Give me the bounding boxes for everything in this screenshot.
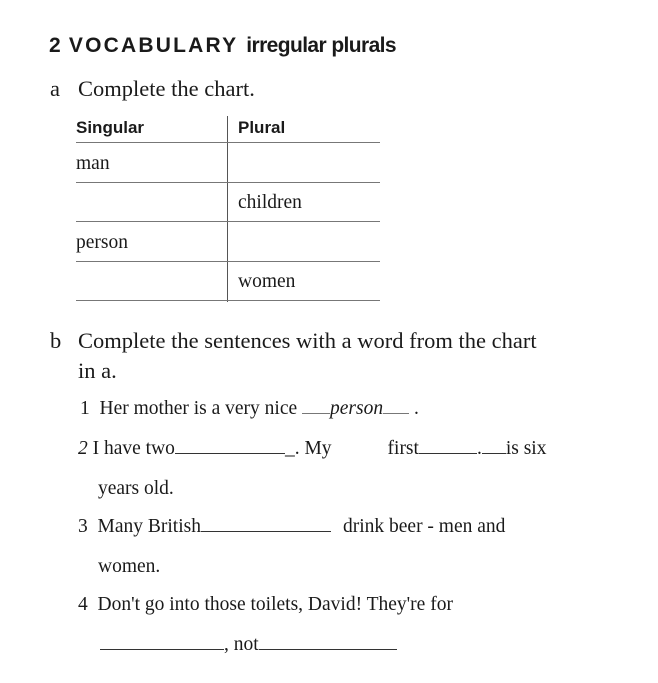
sentence-1-blank-tail <box>383 399 409 414</box>
sentence-3-blank[interactable] <box>201 517 331 532</box>
sentence-4-text-b: , not <box>224 634 259 655</box>
exercise-heading <box>49 34 396 58</box>
sentence-4-number: 4 <box>78 594 88 615</box>
sentence-2-blank-3[interactable] <box>482 439 506 454</box>
part-a-text: Complete the chart. <box>78 76 255 101</box>
part-b-letter: b <box>50 328 62 353</box>
sentence-3 <box>78 516 505 538</box>
sentence-3-line2: women. <box>98 556 161 577</box>
sentence-1-blank-lead <box>302 399 330 414</box>
sentence-4-line2 <box>100 634 397 656</box>
sentence-2-line2: years old. <box>98 478 174 499</box>
sentence-2-blank-1[interactable] <box>175 439 285 454</box>
sentence-2-text-b: . My <box>294 438 332 459</box>
sentence-1 <box>80 398 419 420</box>
sentence-2-text-c: first <box>387 438 419 459</box>
sentence-2-number: 2 <box>78 438 88 459</box>
sentence-4-blank-1[interactable] <box>100 635 224 650</box>
sentence-3-number: 3 <box>78 516 88 537</box>
sentence-1-end: . <box>413 398 419 419</box>
part-b-text-line1: Complete the sentences with a word from the chart <box>78 328 537 353</box>
chart-row-rule <box>76 261 380 262</box>
sentence-2-text-a: I have two <box>92 438 175 459</box>
chart-header-plural: Plural <box>238 118 286 137</box>
chart-cell-plural-2: children <box>238 192 302 213</box>
chart-cell-singular-3: person <box>76 232 128 253</box>
chart-header-singular: Singular <box>76 118 145 137</box>
sentence-3-text-b: drink beer - men and <box>342 516 506 537</box>
sentence-2-text-d: is six <box>505 438 547 459</box>
chart-row-rule <box>76 221 380 222</box>
sentence-2: 2 I have two _. My first . is six <box>78 438 547 459</box>
part-b-instruction <box>50 328 537 354</box>
part-a-instruction <box>50 76 255 102</box>
sentence-4-blank-2[interactable] <box>259 635 397 650</box>
chart-cell-plural-4: women <box>238 271 296 292</box>
exercise-number: 2 <box>49 34 61 57</box>
chart-header-rule <box>76 142 380 143</box>
exercise-subtitle: irregular plurals <box>246 34 396 57</box>
sentence-2-blank-2[interactable] <box>419 439 477 454</box>
part-a-letter: a <box>50 76 60 101</box>
sentence-3-text-a: Many British <box>97 516 201 537</box>
sentence-4-text: Don't go into those toilets, David! They're for <box>97 594 453 615</box>
chart-divider <box>227 116 228 302</box>
sentence-1-text: Her mother is a very nice <box>99 398 298 419</box>
plurals-chart <box>76 116 380 302</box>
chart-row-rule <box>76 182 380 183</box>
exercise-keyword: VOCABULARY <box>68 34 239 57</box>
sentence-1-number: 1 <box>80 398 90 419</box>
part-b-text-line2: in a. <box>78 358 117 383</box>
sentence-1-answer[interactable]: person <box>330 398 384 419</box>
chart-row-rule <box>76 300 380 301</box>
sentence-4 <box>78 594 453 616</box>
chart-cell-singular-1: man <box>76 153 110 174</box>
